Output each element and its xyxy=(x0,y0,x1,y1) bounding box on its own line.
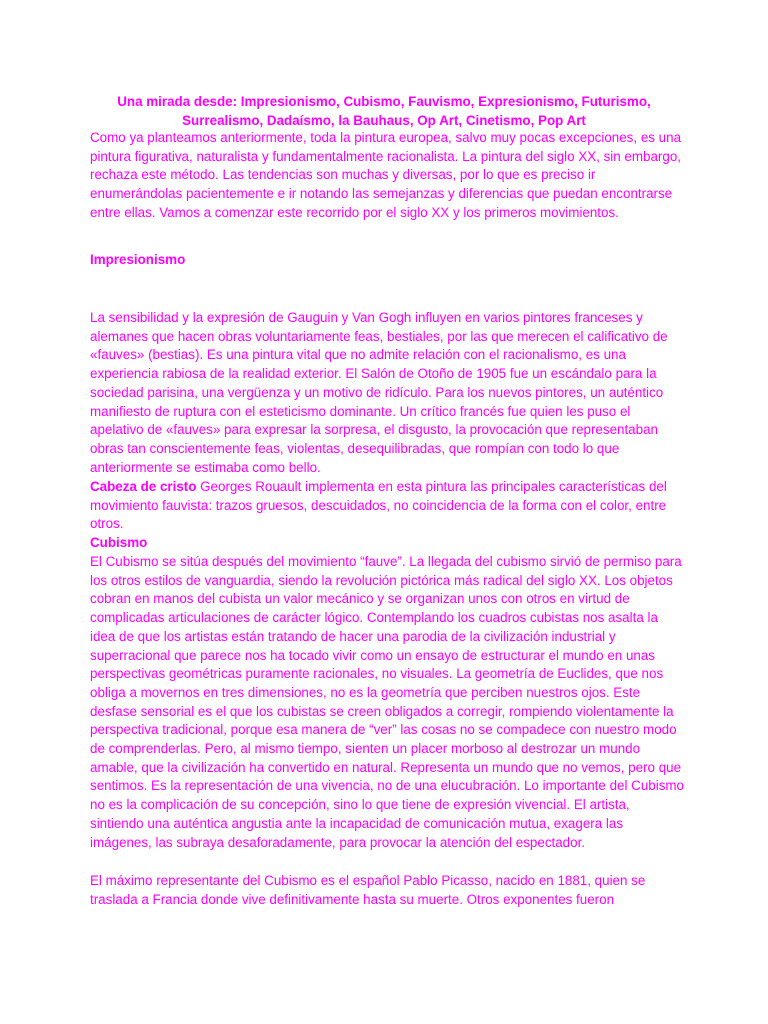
cabeza-de-cristo-text: Georges Rouault implementa en esta pintura las principales características del movimiento fauvista: trazos gruesos, descuidados, no coincidencia de la forma con el color, entre otros. xyxy=(90,479,667,532)
heading-cubismo: Cubismo xyxy=(90,535,148,550)
document-title: Una mirada desde: Impresionismo, Cubismo, Fauvismo, Expresionismo, Futurismo, Surrealismo, Dadaísmo, la Bauhaus, Op Art, Cinetismo, Pop Art xyxy=(117,94,651,128)
cabeza-de-cristo-paragraph xyxy=(90,478,686,534)
heading-impresionismo: Impresionismo xyxy=(90,252,186,267)
picasso-paragraph: El máximo representante del Cubismo es el español Pablo Picasso, nacido en 1881, quien se traslada a Francia donde vive definitivamente hasta su muerte. Otros exponentes fueron xyxy=(90,873,646,907)
fauvismo-paragraph: La sensibilidad y la expresión de Gauguin y Van Gogh influyen en varios pintores franceses y alemanes que hacen obras voluntariamente feas, bestiales, por las que merecen el calificativo de «fauves» (bestias). Es una pintura vital que no admite relación con el racionalismo, es una experiencia rabiosa de la realidad exterior. El Salón de Otoño de 1905 fue un escándalo para la sociedad parisina, una vergüenza y un motivo de ridículo. Para los nuevos pintores, un auténtico manifiesto de ruptura con el esteticismo dominante. Un crítico francés fue quien les puso el apelativo de «fauves» para expresar la sorpresa, el disgusto, la provocación que representaban obras tan conscientemente feas, violentas, desequilibradas, que rompían con todo lo que anteriormente se estimaba como bello. xyxy=(90,310,668,475)
cubismo-paragraph: El Cubismo se sitúa después del movimiento “fauve”. La llegada del cubismo sirvió de permiso para los otros estilos de vanguardia, siendo la revolución pictórica más radical del siglo XX. Los objetos cobran en manos del cubista un valor mecánico y se organizan unos con otros en virtud de complicadas articulaciones de carácter lógico. Contemplando los cuadros cubistas nos asalta la idea de que los artistas están tratando de hacer una parodia de la civilización industrial y superracional que parece nos ha tocado vivir como un ensayo de estructurar el mundo en unas perspectivas geométricas puramente racionales, no visuales. La geometría de Euclides, que nos obliga a movernos en tres dimensiones, no es la geometría que perciben nuestros ojos. Este desfase sensorial es el que los cubistas se creen obligados a corregir, rompiendo violentamente la perspectiva tradicional, porque esa manera de “ver” las cosas no se compadece con nuestro modo de comprenderlas. Pero, al mismo tiempo, sienten un placer morboso al destrozar un mundo amable, que la civilización ha convertido en natural. Representa un mundo que no vemos, pero que sentimos. Es la representación de una vivencia, no de una elucubración. Lo importante del Cubismo no es la complicación de su concepción, sino lo que tiene de expresión vivencial. El artista, sintiendo una auténtica angustia ante la incapacidad de comunicación mutua, exagera las imágenes, las subraya desaforadamente, para provocar la atención del espectador. xyxy=(90,554,685,850)
cabeza-de-cristo-label: Cabeza de cristo xyxy=(90,479,197,494)
intro-paragraph: Como ya planteamos anteriormente, toda la pintura europea, salvo muy pocas excepciones, es una pintura figurativa, naturalista y fundamentalmente racionalista. La pintura del siglo XX, sin embargo, rechaza este método. Las tendencias son muchas y diversas, por lo que es preciso ir enumerándolas pacientemente e ir notando las semejanzas y diferencias que puedan encontrarse entre ellas. Vamos a comenzar este recorrido por el siglo XX y los primeros movimientos. xyxy=(90,130,682,220)
